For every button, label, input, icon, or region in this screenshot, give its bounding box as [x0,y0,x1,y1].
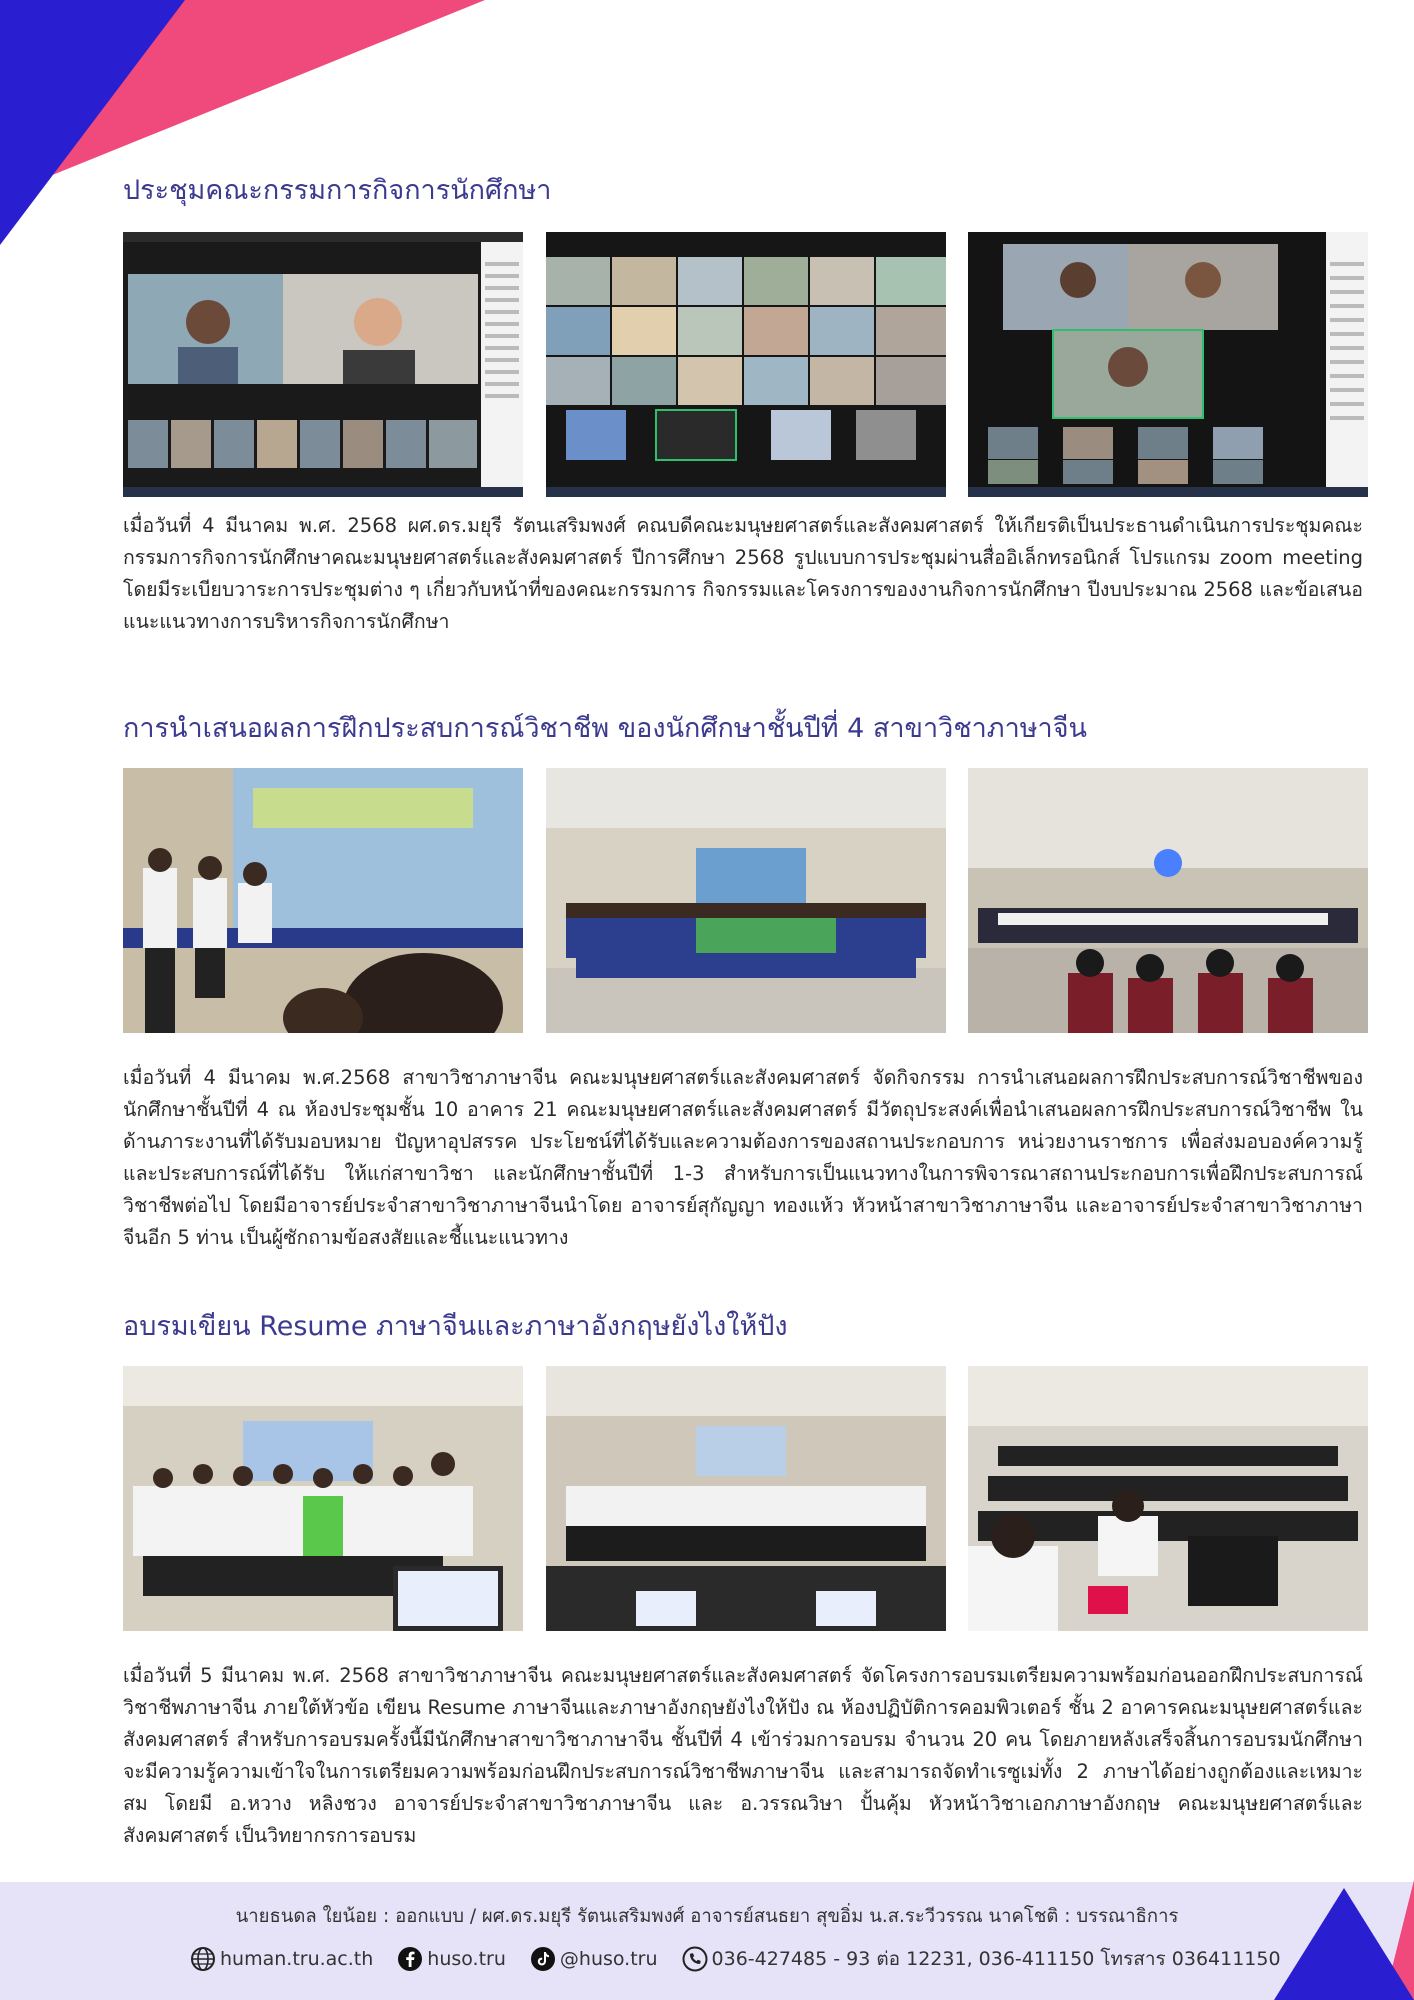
website-text: human.tru.ac.th [220,1948,374,1970]
tiktok-link[interactable] [530,1946,658,1972]
tiktok-text: @huso.tru [559,1948,658,1970]
section-paragraph-student-committee: เมื่อวันที่ 4 มีนาคม พ.ศ. 2568 ผศ.ดร.มยุรี รัตนเสริมพงศ์ คณบดีคณะมนุษยศาสตร์และสังคมศาสตร์ ให้เกียรติเป็นประธานดำเนินการประชุมคณะกรรมการกิจการนักศึกษาคณะมนุษยศาสตร์และสังคมศาสตร์ ปีการศึกษา 2568 รูปแบบการประชุมผ่านสื่ออิเล็กทรอนิกส์ โปรแกรม zoom meeting โดยมีระเบียบวาระการประชุมต่าง ๆ เกี่ยวกับหน้าที่ของคณะกรรมการ กิจกรรมและโครงการของงานกิจการนักศึกษา ปีงบประมาณ 2568 และข้อเสนอแนะแนวทางการบริหารกิจการนักศึกษา [123,514,1363,633]
corner-decoration-bottom-right [1214,1880,1414,2000]
group-photo-hall [546,768,946,1033]
corner-decoration-top-left [0,0,500,260]
section-title-resume-training: อบรมเขียน Resume ภาษาจีนและภาษาอังกฤษยังไงให้ปัง [123,1311,788,1342]
section-paragraph-internship-presentation: เมื่อวันที่ 4 มีนาคม พ.ศ.2568 สาขาวิชาภาษาจีน คณะมนุษยศาสตร์และสังคมศาสตร์ จัดกิจกรรม การนำเสนอผลการฝึกประสบการณ์วิชาชีพของนักศึกษาชั้นปีที่ 4 ณ ห้องประชุมชั้น 10 อาคาร 21 คณะมนุษยศาสตร์และสังคมศาสตร์ มีวัตถุประสงค์เพื่อนำเสนอผลการฝึกประสบการณ์วิชาชีพ ในด้านภาระงานที่ได้รับมอบหมาย ปัญหาอุปสรรค ประโยชน์ที่ได้รับและความต้องการของสถานประกอบการ หน่วยงานราชการ เพื่อส่งมอบองค์ความรู้ และประสบการณ์ที่ได้รับ ให้แก่สาขาวิชา และนักศึกษาชั้นปีที่ 1-3 สำหรับการเป็นแนวทางในการพิจารณาสถานประกอบการเพื่อฝึกประสบการณ์วิชาชีพต่อไป โดยมีอาจารย์ประจำสาขาวิชาภาษาจีนนำโดย อาจารย์สุกัญญา ทองแห้ว หัวหน้าสาขาวิชาภาษาจีน และอาจารย์ประจำสาขาวิชาภาษาจีนอีก 5 ท่าน เป็นผู้ซักถามข้อสงสัยและชี้แนะแนวทาง [123,1066,1363,1249]
photo-row-zoom-meeting [123,232,1368,497]
section-title-internship-presentation: การนำเสนอผลการฝึกประสบการณ์วิชาชีพ ของนักศึกษาชั้นปีที่ 4 สาขาวิชาภาษาจีน [123,713,1087,744]
presentation-stage-photo [123,768,523,1033]
facebook-text: huso.tru [427,1948,506,1970]
zoom-meeting-photo [123,232,523,497]
footer-contacts [190,1944,1281,1974]
phone-icon [682,1946,708,1972]
photo-row-resume-training [123,1366,1368,1631]
zoom-gallery-photo [546,232,946,497]
website-link[interactable] [190,1946,373,1972]
footer [0,1882,1414,2000]
phone-contact[interactable] [682,1944,1281,1974]
computer-lab-students-photo [968,1366,1368,1631]
globe-icon [190,1946,216,1972]
section-paragraph-resume-training: เมื่อวันที่ 5 มีนาคม พ.ศ. 2568 สาขาวิชาภาษาจีน คณะมนุษยศาสตร์และสังคมศาสตร์ จัดโครงการอบรมเตรียมความพร้อมก่อนออกฝึกประสบการณ์วิชาชีพภาษาจีน ภายใต้หัวข้อ เขียน Resume ภาษาจีนและภาษาอังกฤษยังไงให้ปัง ณ ห้องปฏิบัติการคอมพิวเตอร์ ชั้น 2 อาคารคณะมนุษยศาสตร์และสังคมศาสตร์ สำหรับการอบรมครั้งนี้มีนักศึกษาสาขาวิชาภาษาจีน ชั้นปีที่ 4 เข้าร่วมการอบรม จำนวน 20 คน โดยภายหลังเสร็จสิ้นการอบรมนักศึกษาจะมีความรู้ความเข้าใจในการเตรียมความพร้อมก่อนฝึกประสบการณ์วิชาชีพภาษาจีน และสามารถจัดทำเรซูเม่ทั้ง 2 ภาษาได้อย่างถูกต้องและเหมาะสม โดยมี อ.หวาง หลิงชวง อาจารย์ประจำสาขาวิชาภาษาจีน และ อ.วรรณวิษา ปั้นคุ้ม หัวหน้าวิชาเอกภาษาอังกฤษ คณะมนุษยศาสตร์และสังคมศาสตร์ เป็นวิทยากรการอบรม [123,1664,1363,1847]
tiktok-icon [530,1946,556,1972]
hall-circle-photo [968,768,1368,1033]
photo-row-internship [123,768,1368,1033]
training-group-photo [123,1366,523,1631]
facebook-link[interactable] [397,1946,506,1972]
section-title-student-committee: ประชุมคณะกรรมการกิจการนักศึกษา [123,175,552,206]
phone-text: 036-427485 - 93 ต่อ 12231, 036-411150 โทรสาร 036411150 [711,1948,1281,1970]
footer-credit: นายธนดล ใยน้อย : ออกแบบ / ผศ.ดร.มยุรี รัตนเสริมพงศ์ อาจารย์สนธยา สุขอิ่ม น.ส.ระวีวรรณ นาคโชติ : บรรณาธิการ [235,1906,1179,1927]
zoom-participants-photo [968,232,1368,497]
computer-lab-group-photo [546,1366,946,1631]
facebook-icon [397,1946,423,1972]
